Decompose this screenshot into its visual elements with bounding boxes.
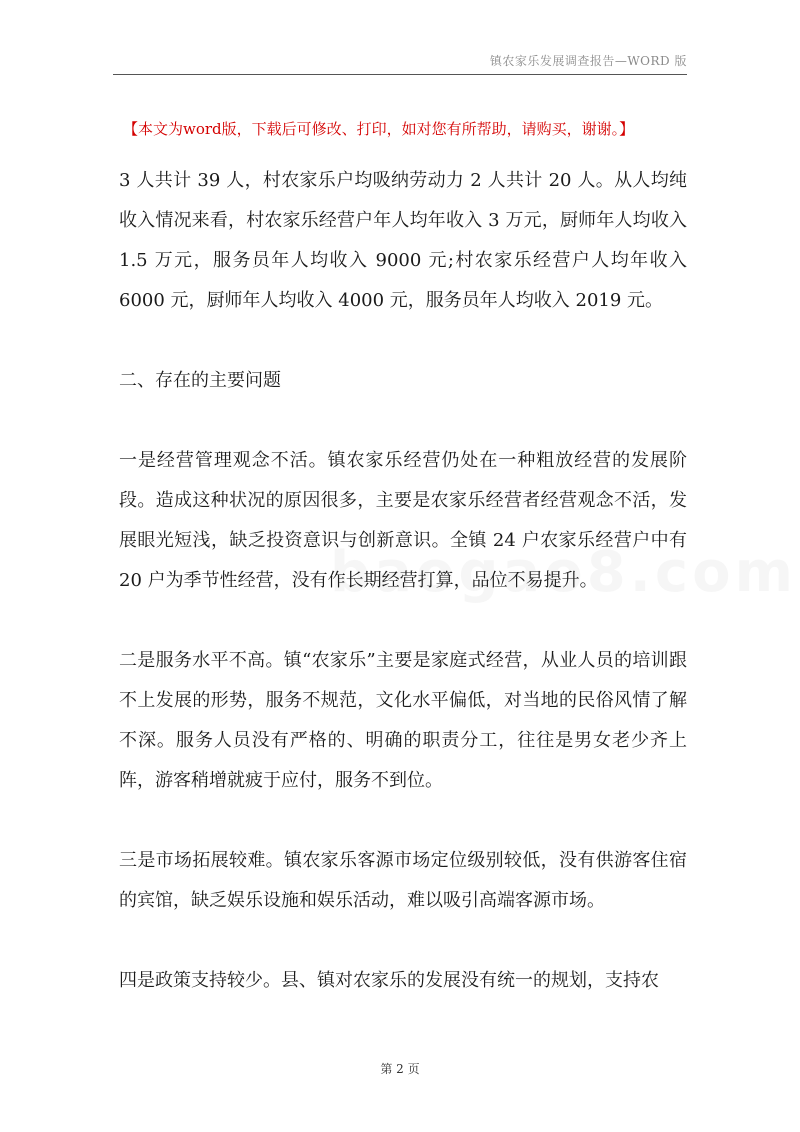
header-divider xyxy=(113,74,687,75)
running-header-title: 镇农家乐发展调查报告—WORD 版 xyxy=(489,54,687,68)
section-heading-problems: 二、存在的主要问题 xyxy=(119,370,281,391)
paragraph-policy: 四是政策支持较少。县、镇对农家乐的发展没有统一的规划，支持农 xyxy=(119,970,659,991)
page-number: 第 2 页 xyxy=(380,1062,420,1076)
document-body xyxy=(119,161,687,1001)
paragraph-income-stats: 3 人共计 39 人，村农家乐户均吸纳劳动力 2 人共计 20 人。从人均纯收入情况来看，村农家乐经营户年人均年收入 3 万元，厨师年人均收入 1.5 万元，服务员年人均收入 9000 元;村农家乐经营户人均年收入 6000 元，厨师年人均收入 4000 元，服务员年人均收入 2019 元。 xyxy=(119,170,687,311)
paragraph-market: 三是市场拓展较难。镇农家乐客源市场定位级别较低，没有供游客住宿的宾馆，缺乏娱乐设施和娱乐活动，难以吸引高端客源市场。 xyxy=(119,850,687,911)
paragraph-service: 二是服务水平不高。镇“农家乐”主要是家庭式经营，从业人员的培训跟不上发展的形势，服务不规范，文化水平偏低，对当地的民俗风情了解不深。服务人员没有严格的、明确的职责分工，往往是男女老少齐上阵，游客稍增就疲于应付，服务不到位。 xyxy=(119,650,687,791)
download-notice: 【本文为word版，下载后可修改、打印，如对您有所帮助，请购买，谢谢。】 xyxy=(123,120,635,138)
paragraph-management: 一是经营管理观念不活。镇农家乐经营仍处在一种粗放经营的发展阶段。造成这种状况的原因很多，主要是农家乐经营者经营观念不活，发展眼光短浅，缺乏投资意识与创新意识。全镇 24 户农家乐经营户中有 20 户为季节性经营，没有作长期经营打算，品位不易提升。 xyxy=(119,450,687,591)
